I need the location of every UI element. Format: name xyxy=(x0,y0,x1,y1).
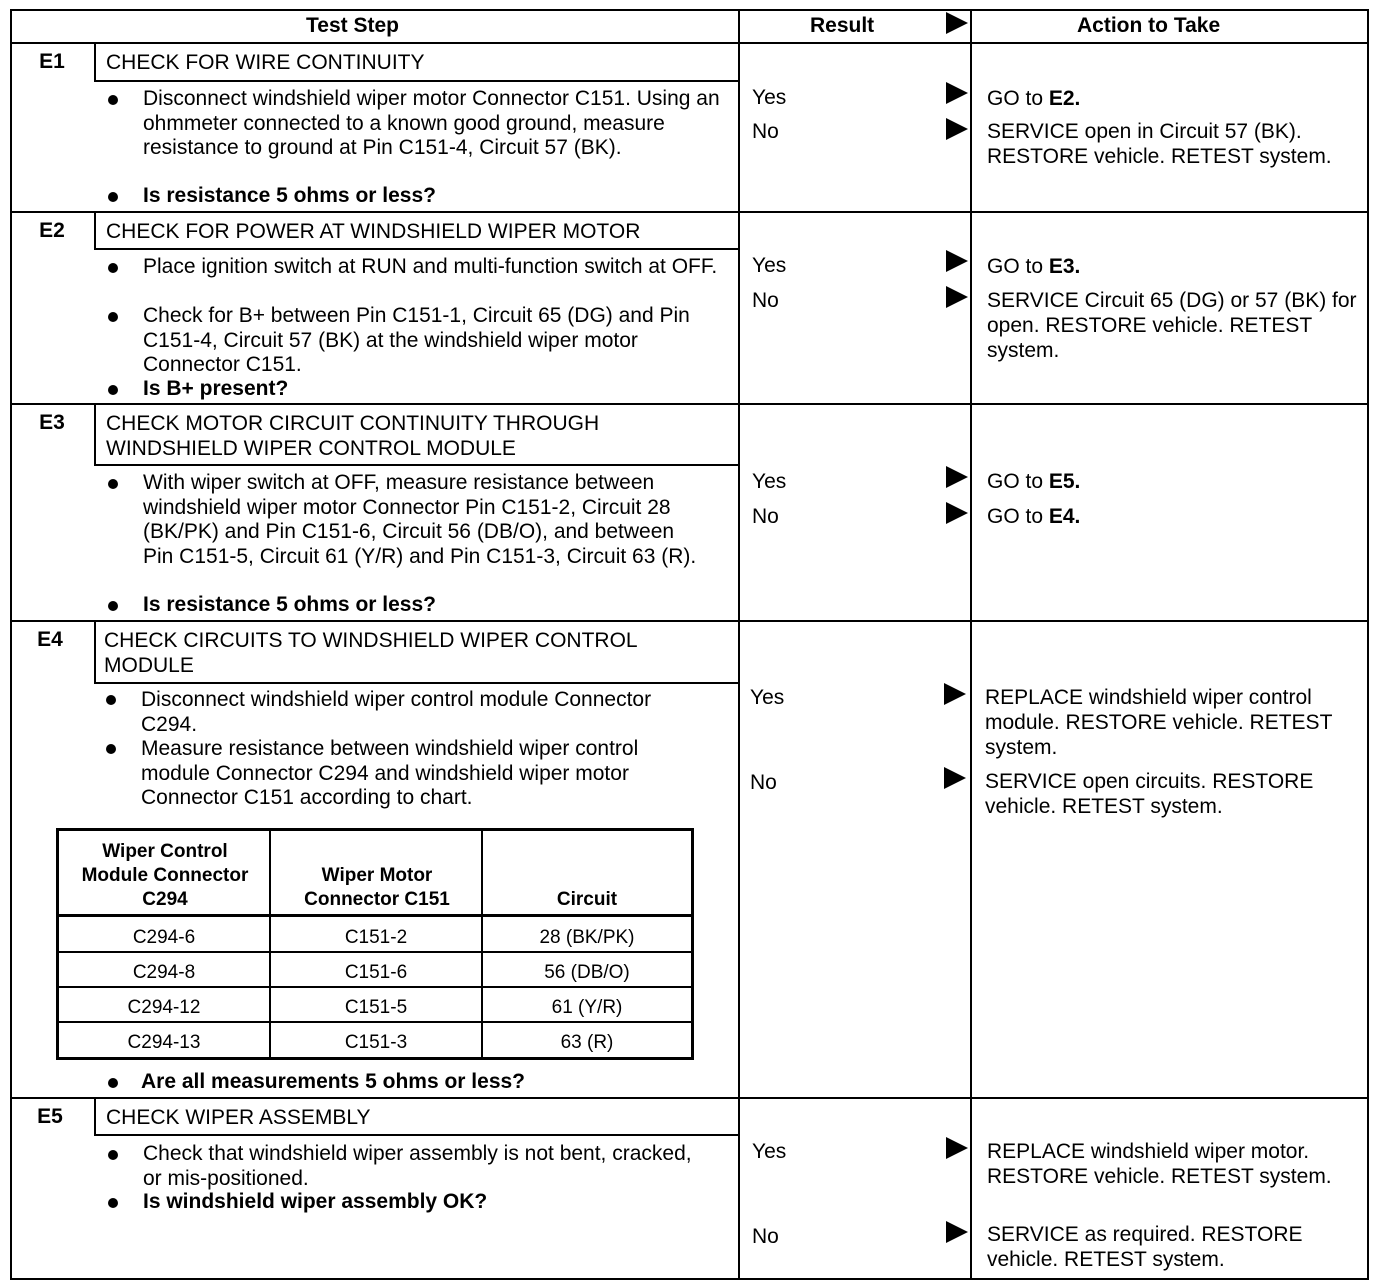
chart-cell: C294-12 xyxy=(127,997,201,1018)
step-question: Is B+ present? xyxy=(143,377,289,400)
arrow-icon xyxy=(946,502,968,524)
chart-header-c294: Wiper Control Module Connector C294 xyxy=(81,841,249,910)
result-yes: Yes xyxy=(752,470,787,493)
step-id: E1 xyxy=(39,50,65,73)
step-id: E2 xyxy=(39,219,65,242)
result-no: No xyxy=(750,771,777,794)
connector-chart xyxy=(56,828,694,1060)
arrow-icon xyxy=(946,1221,968,1243)
bullet-icon xyxy=(106,695,116,705)
step-id: E4 xyxy=(37,628,63,651)
action-no: SERVICE Circuit 65 (DG) or 57 (BK) for open. RESTORE vehicle. RETEST system. xyxy=(987,289,1357,362)
arrow-icon xyxy=(944,683,966,705)
chart-cell: 56 (DB/O) xyxy=(544,962,630,983)
step-instruction: Place ignition switch at RUN and multi-function switch at OFF. xyxy=(143,255,718,278)
bullet-icon xyxy=(108,312,118,322)
chart-cell: C294-13 xyxy=(127,1032,201,1053)
chart-cell: C294-8 xyxy=(132,962,196,983)
header-test-step: Test Step xyxy=(306,14,399,37)
step-title: CHECK FOR WIRE CONTINUITY xyxy=(106,51,425,74)
result-no: No xyxy=(752,289,779,312)
bullet-icon xyxy=(108,95,118,105)
header-result: Result xyxy=(810,14,875,37)
action-yes xyxy=(987,469,1365,494)
bullet-icon xyxy=(108,1150,118,1160)
step-question: Is resistance 5 ohms or less? xyxy=(143,593,436,616)
chart-cell: C151-3 xyxy=(344,1032,408,1053)
step-instruction: Disconnect windshield wiper control module Connector C294. xyxy=(141,688,652,736)
bullet-icon xyxy=(108,601,118,611)
chart-cell: 28 (BK/PK) xyxy=(539,927,635,948)
action-no xyxy=(987,504,1365,529)
bullet-icon xyxy=(108,385,118,395)
action-no: SERVICE open circuits. RESTORE vehicle. RETEST system. xyxy=(985,770,1314,818)
step-title: CHECK MOTOR CIRCUIT CONTINUITY THROUGH WINDSHIELD WIPER CONTROL MODULE xyxy=(106,412,600,460)
step-instruction: Check that windshield wiper assembly is not bent, cracked, or mis-positioned. xyxy=(143,1142,692,1190)
action-text: GO to xyxy=(987,470,1049,493)
step-title: CHECK FOR POWER AT WINDSHIELD WIPER MOTOR xyxy=(106,220,641,243)
arrow-icon xyxy=(944,767,966,789)
arrow-icon xyxy=(946,250,968,272)
chart-cell: 63 (R) xyxy=(560,1032,614,1053)
chart-cell: C294-6 xyxy=(132,927,196,948)
chart-cell: C151-6 xyxy=(344,962,408,983)
result-yes: Yes xyxy=(752,86,787,109)
step-instruction: Disconnect windshield wiper motor Connector C151. Using an ohmmeter connected to a known good ground, measure resistance to ground at Pin C151-4, Circuit 57 (BK). xyxy=(143,87,720,159)
chart-header-c151: Wiper Motor Connector C151 xyxy=(304,865,450,910)
action-no: SERVICE open in Circuit 57 (BK). RESTORE vehicle. RETEST system. xyxy=(987,120,1332,168)
chart-cell: C151-5 xyxy=(344,997,408,1018)
bullet-icon xyxy=(106,744,116,754)
bullet-icon xyxy=(108,1078,118,1088)
chart-cell: 61 (Y/R) xyxy=(551,997,623,1018)
action-yes: REPLACE windshield wiper control module. RESTORE vehicle. RETEST system. xyxy=(985,686,1333,759)
step-instruction: With wiper switch at OFF, measure resistance between windshield wiper motor Connector Pin C151-2, Circuit 28 (BK/PK) and Pin C151-6, Circuit 56 (DB/O), and between Pin C151-5, Circuit 61 (Y/R) and Pin C151-3, Circuit 63 (R). xyxy=(143,471,697,568)
step-question: Is windshield wiper assembly OK? xyxy=(143,1190,488,1213)
step-instruction: Check for B+ between Pin C151-1, Circuit 65 (DG) and Pin C151-4, Circuit 57 (BK) at the windshield wiper motor Connector C151. xyxy=(143,304,690,376)
action-step-link: E2. xyxy=(1048,87,1081,110)
action-step-link: E5. xyxy=(1048,470,1081,493)
arrow-icon xyxy=(946,286,968,308)
result-no: No xyxy=(752,1225,779,1248)
step-id: E5 xyxy=(37,1105,63,1128)
arrow-icon xyxy=(946,466,968,488)
action-yes xyxy=(987,254,1365,279)
action-text: GO to xyxy=(987,87,1049,110)
chart-cell: C151-2 xyxy=(344,927,408,948)
arrow-icon xyxy=(946,118,968,140)
step-title: CHECK CIRCUITS TO WINDSHIELD WIPER CONTROL MODULE xyxy=(104,629,637,677)
result-yes: Yes xyxy=(752,1140,787,1163)
action-text: GO to xyxy=(987,505,1049,528)
action-text: GO to xyxy=(987,255,1049,278)
bullet-icon xyxy=(108,263,118,273)
action-yes xyxy=(987,86,1365,111)
step-title: CHECK WIPER ASSEMBLY xyxy=(106,1106,371,1129)
result-no: No xyxy=(752,120,779,143)
step-question: Are all measurements 5 ohms or less? xyxy=(141,1070,525,1093)
step-question: Is resistance 5 ohms or less? xyxy=(143,184,436,207)
bullet-icon xyxy=(108,1198,118,1208)
arrow-icon xyxy=(946,12,968,34)
action-step-link: E3. xyxy=(1048,255,1081,278)
bullet-icon xyxy=(108,479,118,489)
action-step-link: E4. xyxy=(1048,505,1081,528)
arrow-icon xyxy=(946,82,968,104)
chart-header-circuit: Circuit xyxy=(556,889,618,910)
result-yes: Yes xyxy=(752,254,787,277)
bullet-icon xyxy=(108,192,118,202)
action-yes: REPLACE windshield wiper motor. RESTORE vehicle. RETEST system. xyxy=(987,1140,1332,1188)
result-yes: Yes xyxy=(750,686,785,709)
step-instruction: Measure resistance between windshield wiper control module Connector C294 and windshield wiper motor Connector C151 according to chart. xyxy=(141,737,639,809)
step-id: E3 xyxy=(39,411,65,434)
header-action: Action to Take xyxy=(1077,14,1221,37)
result-no: No xyxy=(752,505,779,528)
action-no: SERVICE as required. RESTORE vehicle. RETEST system. xyxy=(987,1223,1303,1271)
arrow-icon xyxy=(946,1137,968,1159)
